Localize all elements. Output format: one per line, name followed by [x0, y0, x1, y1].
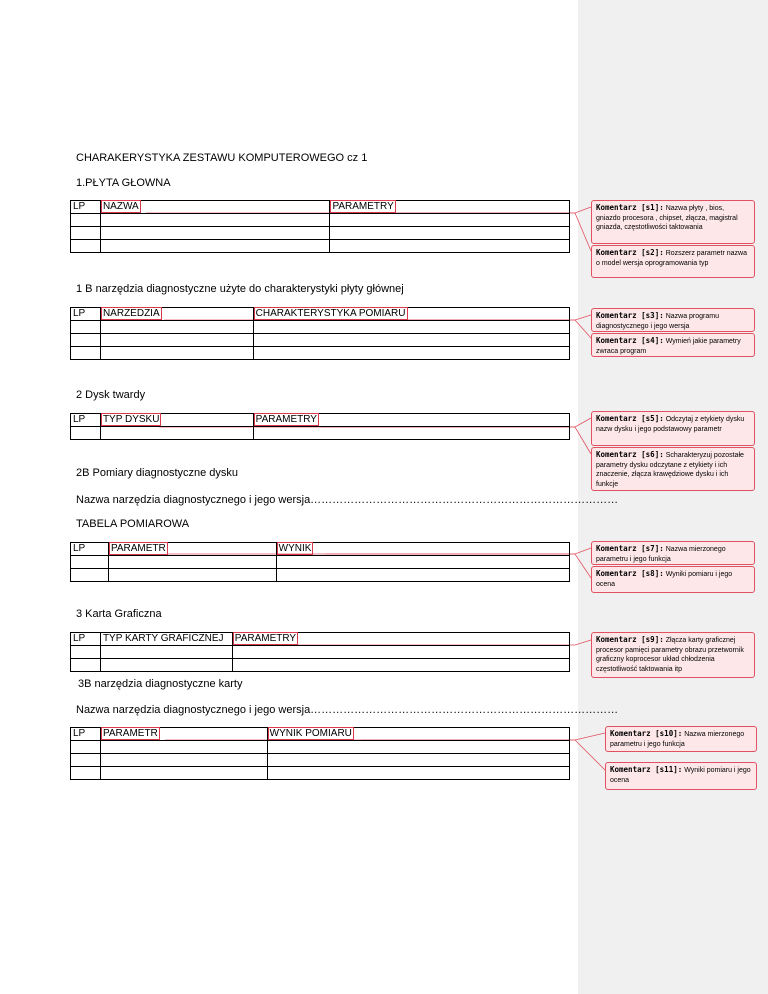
disk-tool-name-line: Nazwa narzędzia diagnostycznego i jego wersja…………………………………………………………………………: [76, 494, 619, 506]
table-row: [71, 214, 570, 227]
table-row: [71, 347, 570, 360]
measurement-table-heading: TABELA POMIAROWA: [76, 518, 190, 530]
comment-balloon-s1[interactable]: Komentarz [s1]: Nazwa płyty , bios, gniazdo procesora , chipset, złącza, magistral gniazda, częstotliwości taktowania: [591, 200, 755, 244]
header-lp: LP: [71, 308, 101, 321]
comment-balloon-s10[interactable]: Komentarz [s10]: Nazwa mierzonego parametru i jego funkcja: [605, 726, 757, 752]
comment-balloon-s9[interactable]: Komentarz [s9]: Złącza karty graficznej procesor pamięci parametry obrazu przetwornik graficzny koprocesor układ chłodzenia częstotliwość taktowania itp: [591, 632, 755, 678]
gpu-tool-name-line: Nazwa narzędzia diagnostycznego i jego wersja…………………………………………………………………………: [76, 704, 619, 716]
table-row: [71, 741, 570, 754]
header-params: PARAMETRY: [232, 633, 569, 646]
table-row: [71, 334, 570, 347]
document-title: CHARAKERYSTYKA ZESTAWU KOMPUTEROWEGO cz 1: [76, 152, 368, 164]
section-1b-heading: 1 B narzędzia diagnostyczne użyte do charakterystyki płyty głównej: [76, 283, 404, 295]
header-measurement: CHARAKTERYSTYKA POMIARU: [253, 308, 569, 321]
header-lp: LP: [71, 543, 109, 556]
table-row: [71, 427, 570, 440]
comment-balloon-s8[interactable]: Komentarz [s8]: Wyniki pomiaru i jego ocena: [591, 566, 755, 593]
comment-balloon-s2[interactable]: Komentarz [s2]: Rozszerz parametr nazwa o model wersja oprogramowania typ: [591, 245, 755, 278]
section-2-heading: 2 Dysk twardy: [76, 389, 146, 401]
comment-balloon-s5[interactable]: Komentarz [s5]: Odczytaj z etykiety dysku nazw dysku i jego podstawowy parametr: [591, 411, 755, 446]
section-2b-heading: 2B Pomiary diagnostyczne dysku: [76, 467, 239, 479]
header-params: PARAMETRY: [330, 201, 570, 214]
header-lp: LP: [71, 728, 101, 741]
table-row: [71, 754, 570, 767]
header-name: NAZWA: [100, 201, 329, 214]
table-row: [71, 321, 570, 334]
comment-balloon-s7[interactable]: Komentarz [s7]: Nazwa mierzonego parametru i jego funkcja: [591, 541, 755, 565]
header-card-type: TYP KARTY GRAFICZNEJ: [100, 633, 232, 646]
section-3-heading: 3 Karta Graficzna: [76, 608, 162, 620]
header-parameter: PARAMETR: [108, 543, 276, 556]
header-result: WYNIK POMIARU: [267, 728, 569, 741]
comment-balloon-s6[interactable]: Komentarz [s6]: Scharakteryzuj pozostałe parametry dysku odczytane z etykiety i ich znaczenie, złącza krawędziowe dysku i ich funkcje: [591, 447, 755, 491]
table-motherboard: [70, 200, 570, 253]
table-gpu-measurements: [70, 727, 570, 780]
section-1-heading: 1.PŁYTA GŁOWNA: [76, 177, 171, 189]
section-3b-heading: 3B narzędzia diagnostyczne karty: [78, 678, 243, 690]
header-result: WYNIK: [276, 543, 569, 556]
header-disk-type: TYP DYSKU: [100, 414, 253, 427]
comment-balloon-s11[interactable]: Komentarz [s11]: Wyniki pomiaru i jego ocena: [605, 762, 757, 790]
table-graphics-card: [70, 632, 570, 672]
table-row: [71, 646, 570, 659]
comment-balloon-s3[interactable]: Komentarz [s3]: Nazwa programu diagnostycznego i jego wersja: [591, 308, 755, 332]
table-mb-tools: [70, 307, 570, 360]
header-lp: LP: [71, 201, 101, 214]
header-lp: LP: [71, 414, 101, 427]
table-row: [71, 227, 570, 240]
table-disk-measurements: [70, 542, 570, 582]
table-row: [71, 556, 570, 569]
table-disk: [70, 413, 570, 440]
table-row: [71, 240, 570, 253]
comment-balloon-s4[interactable]: Komentarz [s4]: Wymień jakie parametry zwraca program: [591, 333, 755, 357]
header-params: PARAMETRY: [253, 414, 569, 427]
table-row: [71, 767, 570, 780]
table-row: [71, 569, 570, 582]
header-lp: LP: [71, 633, 101, 646]
header-parameter: PARAMETR: [100, 728, 267, 741]
table-row: [71, 659, 570, 672]
header-tools: NARZEDZIA: [100, 308, 253, 321]
